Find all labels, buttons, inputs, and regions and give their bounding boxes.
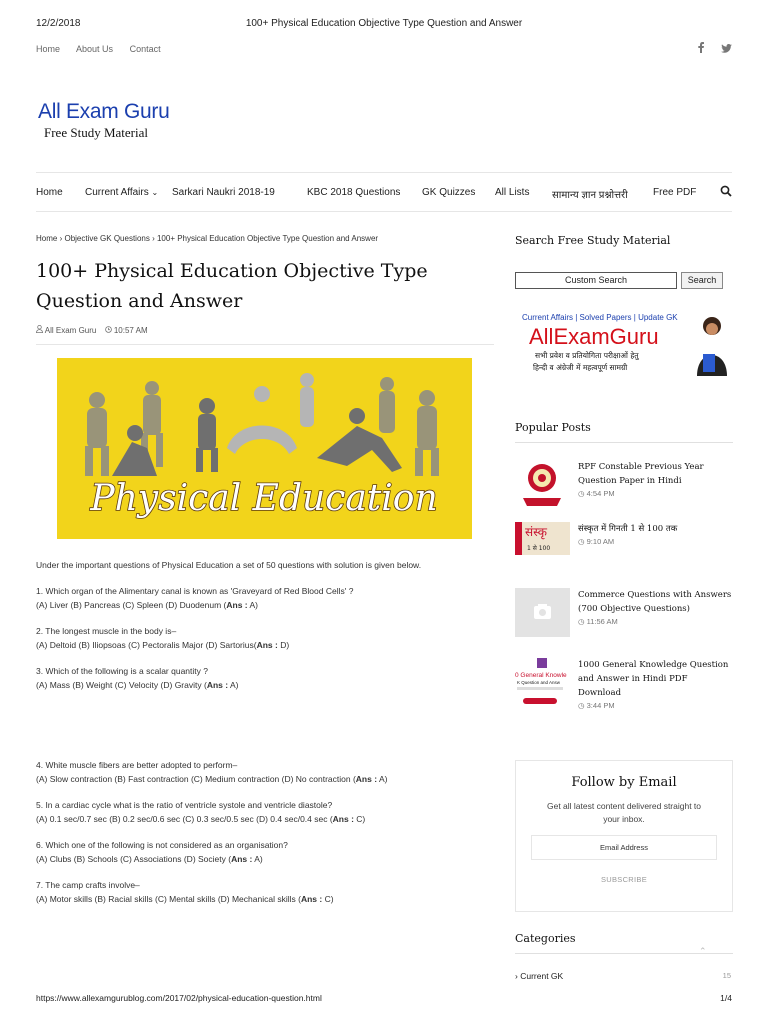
popular-post-time <box>578 489 733 498</box>
print-date: 12/2/2018 <box>36 18 81 29</box>
email-address-input[interactable]: Email Address <box>531 835 717 860</box>
print-title: 100+ Physical Education Objective Type Question and Answer <box>245 18 523 29</box>
question-item <box>36 758 486 786</box>
category-name: Current GK <box>520 971 564 981</box>
breadcrumb-category[interactable]: Objective GK Questions <box>64 234 150 243</box>
question-item <box>36 878 486 906</box>
categories-title: Categories <box>515 932 576 945</box>
placeholder-image-icon[interactable] <box>515 588 570 637</box>
nav-home[interactable]: Home <box>36 187 63 198</box>
thumbnail-subtext: K Question and Answ <box>517 680 561 685</box>
article-body <box>36 558 486 906</box>
banner-top-text: Current Affairs | Solved Papers | Update GK <box>522 313 678 322</box>
print-page-number: 1/4 <box>720 993 732 1003</box>
popular-post-title[interactable]: Commerce Questions with Answers (700 Objective Questions) <box>578 590 732 614</box>
print-url: https://www.allexamgurublog.com/2017/02/physical-education-question.html <box>36 993 322 1003</box>
question-options <box>36 638 486 652</box>
question-text: 6. Which one of the following is not considered as an organisation? <box>36 840 288 850</box>
clock-icon: ◷ <box>578 701 585 710</box>
answer-label: Ans : <box>231 854 253 864</box>
popular-posts-title: Popular Posts <box>515 421 591 434</box>
hero-text: Physical Education <box>90 478 438 519</box>
sanskrit-counting-thumbnail[interactable] <box>515 522 570 567</box>
question-item <box>36 624 486 652</box>
question-options <box>36 812 486 826</box>
post-time-value: 11:56 AM <box>586 617 618 626</box>
logo-name: All Exam Guru <box>38 100 170 123</box>
question-item <box>36 664 486 692</box>
banner-brand: AllExamGuru <box>529 324 659 349</box>
top-nav-home[interactable]: Home <box>36 44 61 54</box>
thumbnail-text: 0 General Knowle <box>515 672 567 679</box>
main-nav <box>36 172 732 212</box>
options-text: (A) Motor skills (B) Racial skills (C) Mental skills (D) Mechanical skills ( <box>36 894 301 904</box>
post-author[interactable]: All Exam Guru <box>44 326 97 335</box>
question-text: 2. The longest muscle in the body is– <box>36 626 177 636</box>
popular-post-title[interactable]: 1000 General Knowledge Question and Answer in Hindi PDF Download <box>578 660 729 698</box>
question-options <box>36 772 486 786</box>
top-nav <box>36 44 175 54</box>
clock-icon: ◷ <box>578 617 585 626</box>
popular-post-title[interactable]: RPF Constable Previous Year Question Paper in Hindi <box>578 462 704 486</box>
top-nav-about[interactable]: About Us <box>76 44 114 54</box>
clock-icon <box>105 326 114 335</box>
answer-value: A) <box>377 774 388 784</box>
article-intro: Under the important questions of Physical Education a set of 50 questions with solution is given below. <box>36 560 422 570</box>
meta-divider <box>36 344 494 345</box>
options-text: (A) Slow contraction (B) Fast contraction (C) Medium contraction (D) No contraction ( <box>36 774 356 784</box>
thumbnail-subtext: 1 से 100 <box>527 545 551 552</box>
post-time-value: 9:10 AM <box>586 537 615 546</box>
banner-hindi-line-2: हिन्दी व अंग्रेजी में महत्वपूर्ण सामग्री <box>533 363 628 372</box>
question-options <box>36 678 486 692</box>
rpf-logo-thumbnail[interactable] <box>515 460 570 505</box>
answer-label: Ans : <box>256 640 278 650</box>
top-nav-contact[interactable]: Contact <box>129 44 161 54</box>
question-text: 7. The camp crafts involve– <box>36 880 140 890</box>
question-item <box>36 838 486 866</box>
thumbnail-text: संस्कृ <box>525 525 547 539</box>
breadcrumb-current: 100+ Physical Education Objective Type Question and Answer <box>156 234 379 243</box>
answer-label: Ans : <box>206 680 229 690</box>
custom-search-input[interactable]: Custom Search <box>515 272 677 289</box>
logo-tagline: Free Study Material <box>44 125 148 140</box>
hero-image <box>57 358 472 539</box>
chevron-right-icon: › <box>515 971 518 981</box>
post-meta <box>36 325 148 335</box>
search-widget-title: Search Free Study Material <box>515 234 671 247</box>
print-header <box>36 18 732 32</box>
post-time-value: 4:54 PM <box>586 489 615 498</box>
nav-current-affairs[interactable] <box>85 187 158 198</box>
popular-post-time <box>578 701 733 710</box>
post-title: 100+ Physical Education Objective Type Question and Answer <box>36 260 428 312</box>
answer-label: Ans : <box>300 894 323 904</box>
answer-value: C) <box>353 814 366 824</box>
chevron-up-icon[interactable]: ⌃ <box>699 946 707 956</box>
answer-value: D) <box>277 640 290 650</box>
social-links <box>684 42 732 56</box>
categories-widget <box>515 932 733 954</box>
search-button[interactable]: Search <box>681 272 723 289</box>
nav-current-affairs-label: Current Affairs <box>85 187 149 198</box>
answer-label: Ans : <box>332 814 354 824</box>
banner-hindi-line-1: सभी प्रवेश व प्रतियोगिता परीक्षाओं हेतु <box>535 351 639 360</box>
gk-pdf-thumbnail[interactable] <box>515 658 570 703</box>
answer-label: Ans : <box>355 774 378 784</box>
post-time-value: 3:44 PM <box>586 701 615 710</box>
nav-all-lists[interactable]: All Lists <box>495 187 530 198</box>
question-item <box>36 798 486 826</box>
follow-title: Follow by Email <box>571 775 677 790</box>
question-options <box>36 852 486 866</box>
twitter-icon[interactable] <box>721 44 732 56</box>
answer-value: A) <box>252 854 263 864</box>
search-icon[interactable] <box>720 185 732 197</box>
question-options <box>36 598 486 612</box>
popular-post-time <box>578 617 733 626</box>
options-text: (A) Mass (B) Weight (C) Velocity (D) Gravity ( <box>36 680 207 690</box>
options-text: (A) 0.1 sec/0.7 sec (B) 0.2 sec/0.6 sec (C) 0.3 sec/0.5 sec (D) 0.4 sec/0.4 sec ( <box>36 814 333 824</box>
nav-gk-quizzes[interactable]: GK Quizzes <box>422 187 476 198</box>
answer-value: C) <box>322 894 334 904</box>
question-text: 1. Which organ of the Alimentary canal is known as 'Graveyard of Red Blood Cells' ? <box>36 586 354 596</box>
nav-kbc[interactable]: KBC 2018 Questions <box>307 187 401 198</box>
question-text: 3. Which of the following is a scalar quantity ? <box>36 666 208 676</box>
follow-description: Get all latest content delivered straight to your inbox. <box>546 801 702 824</box>
banner-graphic <box>515 308 731 376</box>
breadcrumb-home[interactable]: Home <box>36 234 58 243</box>
popular-post-time <box>578 537 733 546</box>
options-text: (A) Liver (B) Pancreas (C) Spleen (D) Duodenum ( <box>36 600 227 610</box>
breadcrumb <box>36 234 378 243</box>
answer-label: Ans : <box>226 600 248 610</box>
nav-free-pdf[interactable]: Free PDF <box>653 187 697 198</box>
subscribe-button[interactable]: SUBSCRIBE <box>600 875 648 884</box>
question-text: 4. White muscle fibers are better adopted to perform– <box>36 760 238 770</box>
facebook-icon[interactable] <box>698 44 707 56</box>
options-text: (A) Clubs (B) Schools (C) Associations (D) Society ( <box>36 854 232 864</box>
chevron-down-icon: ⌄ <box>151 188 159 197</box>
options-text: (A) Deltoid (B) Iliopsoas (C) Pectoralis Major (D) Sartorius( <box>36 640 257 650</box>
clock-icon: ◷ <box>578 537 585 546</box>
popular-posts-widget <box>515 421 733 443</box>
silhouettes-illustration <box>57 358 472 539</box>
category-count: 15 <box>722 971 731 980</box>
popular-post-title[interactable]: संस्कृत में गिनती 1 से 100 तक <box>578 524 678 534</box>
question-options <box>36 892 486 906</box>
widget-divider <box>515 442 733 443</box>
question-item <box>36 584 486 612</box>
nav-samanya-gyan[interactable]: सामान्य ज्ञान प्रश्नोत्तरी <box>552 190 628 201</box>
post-time: 10:57 AM <box>113 326 148 335</box>
answer-value: A) <box>247 600 259 610</box>
breadcrumb-separator: › <box>152 234 157 243</box>
nav-sarkari-naukri[interactable]: Sarkari Naukri 2018-19 <box>172 187 275 198</box>
site-logo[interactable] <box>38 100 169 141</box>
print-footer <box>36 993 732 1003</box>
question-text: 5. In a cardiac cycle what is the ratio of ventricle systole and ventricle diastole? <box>36 800 333 810</box>
search-widget <box>515 234 733 247</box>
user-icon <box>36 326 45 335</box>
breadcrumb-separator: › <box>59 234 65 243</box>
category-item[interactable] <box>515 971 733 981</box>
allexamguru-banner[interactable] <box>515 308 731 376</box>
answer-value: A) <box>228 680 239 690</box>
follow-by-email-widget <box>515 760 733 912</box>
clock-icon: ◷ <box>578 489 585 498</box>
